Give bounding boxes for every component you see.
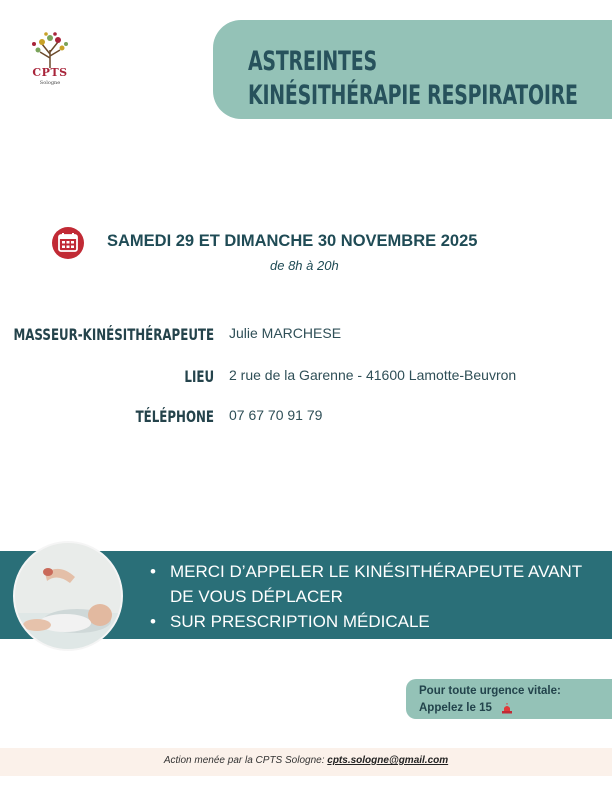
baby-photo (13, 541, 123, 651)
title-banner (213, 20, 612, 119)
footer (0, 748, 612, 776)
info-value-therapist: Julie MARCHESE (229, 325, 342, 341)
page-title-line-2: KINÉSITHÉRAPIE RESPIRATOIRE (248, 80, 578, 111)
event-date: SAMEDI 29 ET DIMANCHE 30 NOVEMBRE 2025 (107, 232, 478, 250)
info-value-location: 2 rue de la Garenne - 41600 Lamotte-Beuvron (229, 367, 517, 383)
emergency-box (406, 679, 612, 719)
info-label-phone: TÉLÉPHONE (135, 407, 214, 426)
tree-logo-icon (22, 30, 78, 70)
cpts-logo (22, 30, 78, 90)
notice-list (150, 559, 590, 634)
page-title-line-1: ASTREINTES (248, 46, 377, 77)
info-value-phone[interactable]: 07 67 70 91 79 (229, 407, 323, 423)
calendar-icon (52, 227, 84, 259)
footer-text: Action menée par la CPTS Sologne: (163, 755, 328, 766)
notice-item: • SUR PRESCRIPTION MÉDICALE (150, 609, 590, 634)
emergency-line-1: Pour toute urgence vitale: (419, 685, 561, 697)
siren-icon (501, 702, 513, 714)
event-hours: de 8h à 20h (270, 258, 339, 273)
logo-text: CPTS (32, 66, 68, 79)
emergency-call-text: Appelez le 15 (419, 702, 492, 714)
info-label-therapist: MASSEUR-KINÉSITHÉRAPEUTE (13, 325, 214, 344)
logo-subtitle: Sologne (39, 80, 61, 86)
notice-item: • MERCI D’APPELER LE KINÉSITHÉRAPEUTE AVANT DE VOUS DÉPLACER (150, 559, 590, 609)
footer-email-link[interactable]: cpts.sologne@gmail.com (327, 755, 449, 766)
info-label-location: LIEU (184, 367, 214, 386)
emergency-line-2 (419, 700, 612, 717)
